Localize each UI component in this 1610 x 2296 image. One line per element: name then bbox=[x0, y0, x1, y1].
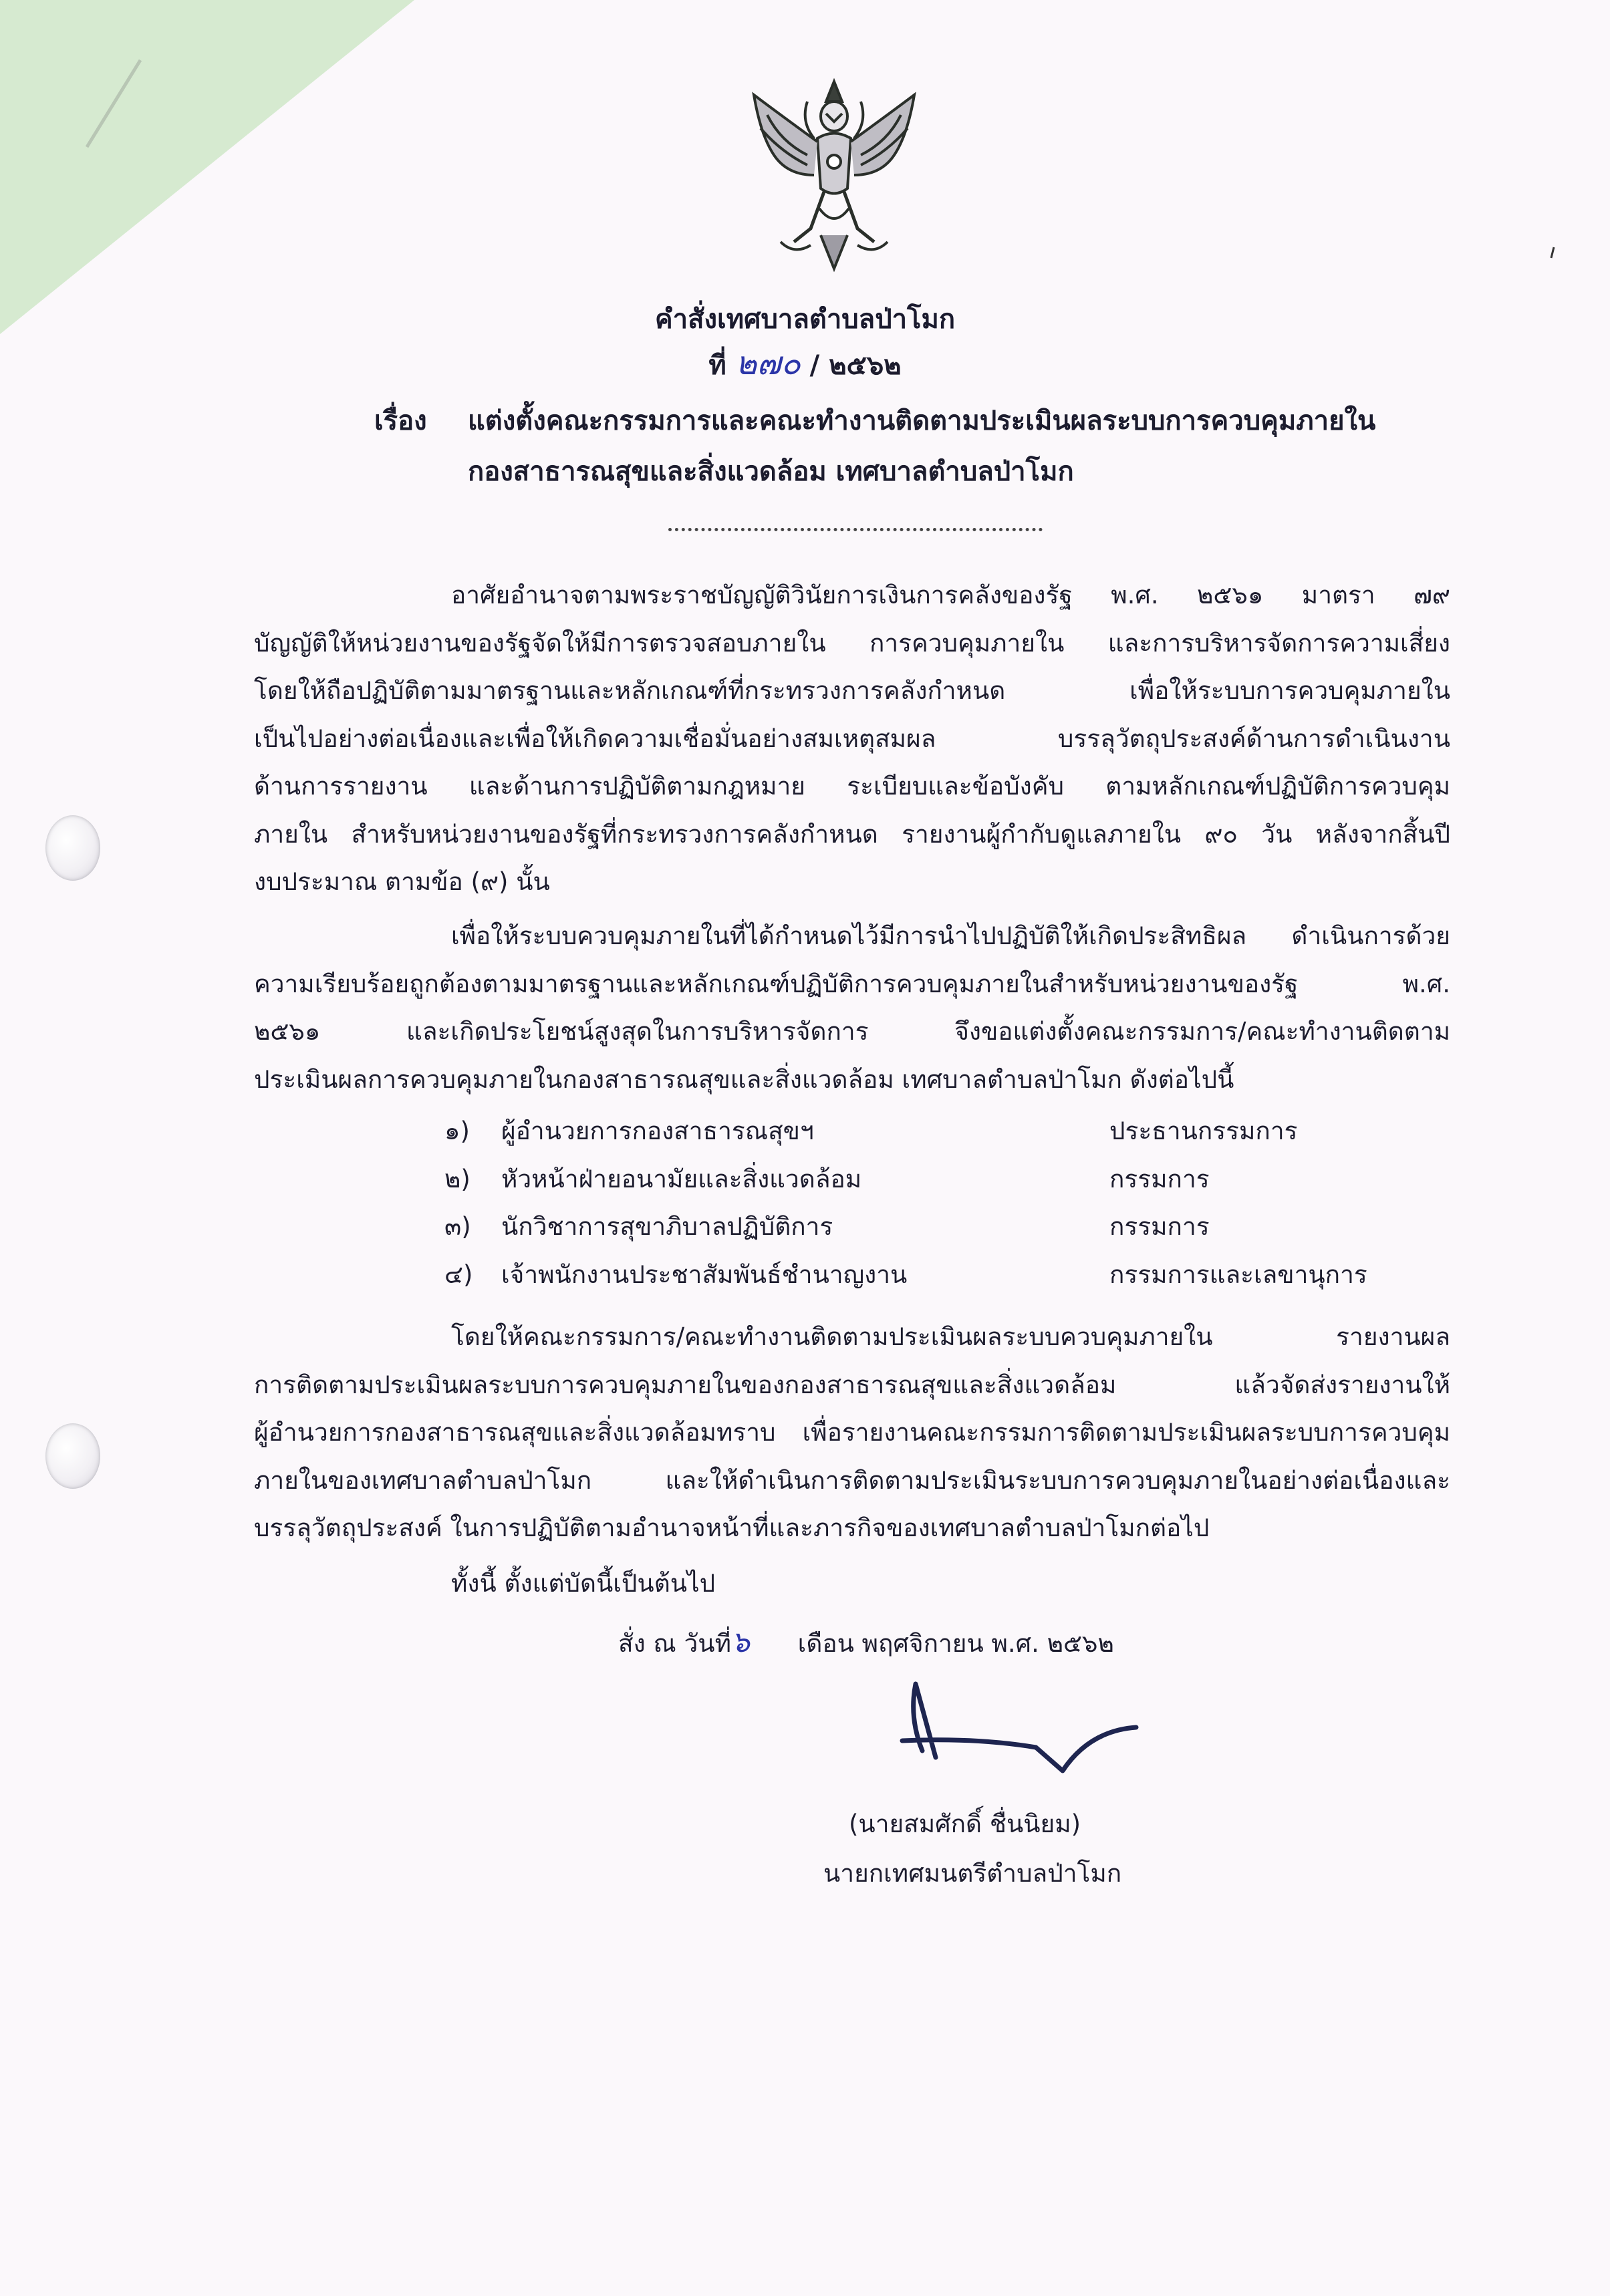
list-item bbox=[444, 1203, 1380, 1251]
punch-hole-bottom bbox=[45, 1423, 100, 1489]
given-date-prefix: สั่ง ณ วันที่ bbox=[618, 1629, 731, 1658]
given-day-handwritten: ๖ bbox=[730, 1625, 750, 1659]
order-year: / ๒๕๖๒ bbox=[809, 350, 902, 381]
item-number: ๒) bbox=[444, 1164, 471, 1193]
order-number bbox=[0, 343, 1610, 386]
item-role: กรรมการ bbox=[1109, 1164, 1210, 1193]
order-prefix: ที่ bbox=[708, 350, 726, 381]
paragraph-line: ความเรียบร้อยถูกต้องตามมาตรฐานและหลักเกณฑ์ปฏิบัติการควบคุมภายในสำหรับหน่วยงานของรัฐ พ.ศ. bbox=[254, 969, 1450, 998]
paragraph-duties bbox=[254, 1313, 1450, 1552]
paragraph-line: การติดตามประเมินผลระบบการควบคุมภายในของกองสาธารณสุขและสิ่งแวดล้อม แล้วจัดส่งรายงานให้ bbox=[254, 1370, 1450, 1399]
effective-statement: ทั้งนี้ ตั้งแต่บัดนี้เป็นต้นไป bbox=[451, 1569, 716, 1598]
punch-hole-top bbox=[45, 815, 100, 881]
paragraph-line: ภายในของเทศบาลตำบลป่าโมก และให้ดำเนินการติดตามประเมินระบบการควบคุมภายในอย่างต่อเนื่องและ bbox=[254, 1465, 1450, 1495]
item-role: กรรมการและเลขานุการ bbox=[1109, 1260, 1367, 1289]
green-corner-shadow bbox=[0, 0, 414, 334]
subject-line-1: แต่งตั้งคณะกรรมการและคณะทำงานติดตามประเมินผลระบบการควบคุมภายใน bbox=[468, 406, 1376, 436]
item-role: กรรมการ bbox=[1109, 1212, 1210, 1241]
item-position: ผู้อำนวยการกองสาธารณสุขฯ bbox=[501, 1117, 814, 1145]
list-item bbox=[444, 1107, 1380, 1155]
paragraph-line: งบประมาณ ตามข้อ (๙) นั้น bbox=[254, 867, 550, 896]
scratch-mark bbox=[80, 53, 147, 154]
paragraph-line: บรรลุวัตถุประสงค์ ในการปฏิบัติตามอำนาจหน้าที่และภารกิจของเทศบาลตำบลป่าโมกต่อไป bbox=[254, 1514, 1210, 1542]
given-date bbox=[618, 1622, 1114, 1664]
committee-list bbox=[444, 1107, 1380, 1298]
dotted-separator bbox=[668, 528, 1043, 531]
item-position: เจ้าพนักงานประชาสัมพันธ์ชำนาญงาน bbox=[501, 1260, 908, 1289]
paragraph-line: ๒๕๖๑ และเกิดประโยชน์สูงสุดในการบริหารจัดการ จึงขอแต่งตั้งคณะกรรมการ/คณะทำงานติดตาม bbox=[254, 1017, 1450, 1046]
item-number: ๓) bbox=[444, 1212, 471, 1241]
paragraph-authority bbox=[254, 571, 1450, 906]
given-date-suffix: เดือน พฤศจิกายน พ.ศ. ๒๕๖๒ bbox=[797, 1629, 1114, 1658]
item-number: ๔) bbox=[444, 1260, 473, 1289]
paragraph-line: ด้านการรายงาน และด้านการปฏิบัติตามกฎหมาย ระเบียบและข้อบังคับ ตามหลักเกณฑ์ปฏิบัติการควบคุม bbox=[254, 772, 1450, 801]
paragraph-line: บัญญัติให้หน่วยงานของรัฐจัดให้มีการตรวจสอบภายใน การควบคุมภายใน และการบริหารจัดการความเสี่ยง bbox=[254, 628, 1450, 658]
paragraph-line: ผู้อำนวยการกองสาธารณสุขและสิ่งแวดล้อมทราบ เพื่อรายงานคณะกรรมการติดตามประเมินผลระบบการควบคุม bbox=[254, 1418, 1450, 1447]
list-item bbox=[444, 1155, 1380, 1203]
list-item bbox=[444, 1251, 1380, 1299]
order-title: คำสั่งเทศบาลตำบลป่าโมก bbox=[654, 304, 956, 335]
order-number-handwritten: ๒๗๐ bbox=[735, 345, 801, 382]
subject-line-2: กองสาธารณสุขและสิ่งแวดล้อม เทศบาลตำบลป่าโมก bbox=[468, 456, 1074, 487]
signatory-title: นายกเทศมนตรีตำบลป่าโมก bbox=[823, 1859, 1122, 1888]
item-position: หัวหน้าฝ่ายอนามัยและสิ่งแวดล้อม bbox=[501, 1164, 862, 1193]
signatory-name: (นายสมศักดิ์ ชื่นนิยม) bbox=[849, 1810, 1081, 1838]
paragraph-line: อาศัยอำนาจตามพระราชบัญญัติวินัยการเงินการคลังของรัฐ พ.ศ. ๒๕๖๑ มาตรา ๗๙ bbox=[451, 581, 1450, 609]
item-role: ประธานกรรมการ bbox=[1109, 1117, 1298, 1145]
paragraph-line: โดยให้คณะกรรมการ/คณะทำงานติดตามประเมินผลระบบควบคุมภายใน รายงานผล bbox=[451, 1322, 1450, 1351]
item-number: ๑) bbox=[444, 1117, 470, 1145]
paragraph-line: เป็นไปอย่างต่อเนื่องและเพื่อให้เกิดความเชื่อมั่นอย่างสมเหตุสมผล บรรลุวัตถุประสงค์ด้านการดำเนินงาน bbox=[254, 724, 1450, 753]
subject-label: เรื่อง bbox=[374, 406, 427, 436]
paragraph-line: ประเมินผลการควบคุมภายในกองสาธารณสุขและสิ่งแวดล้อม เทศบาลตำบลป่าโมก ดังต่อไปนี้ bbox=[254, 1064, 1234, 1094]
handwritten-signature bbox=[896, 1677, 1150, 1777]
paragraph-line: โดยให้ถือปฏิบัติตามมาตรฐานและหลักเกณฑ์ที่กระทรวงการคลังกำหนด เพื่อให้ระบบการควบคุมภายใน bbox=[254, 676, 1450, 705]
paragraph-line: เพื่อให้ระบบควบคุมภายในที่ได้กำหนดไว้มีการนำไปปฏิบัติให้เกิดประสิทธิผล ดำเนินการด้วย bbox=[451, 921, 1450, 950]
item-position: นักวิชาการสุขาภิบาลปฏิบัติการ bbox=[501, 1212, 833, 1241]
paragraph-line: ภายใน สำหรับหน่วยงานของรัฐที่กระทรวงการคลังกำหนด รายงานผู้กำกับดูแลภายใน ๙๐ วัน หลังจากสิ้นปี bbox=[254, 819, 1450, 849]
stray-mark bbox=[1549, 246, 1556, 259]
garuda-emblem-icon bbox=[741, 75, 928, 274]
paragraph-purpose bbox=[254, 912, 1450, 1103]
